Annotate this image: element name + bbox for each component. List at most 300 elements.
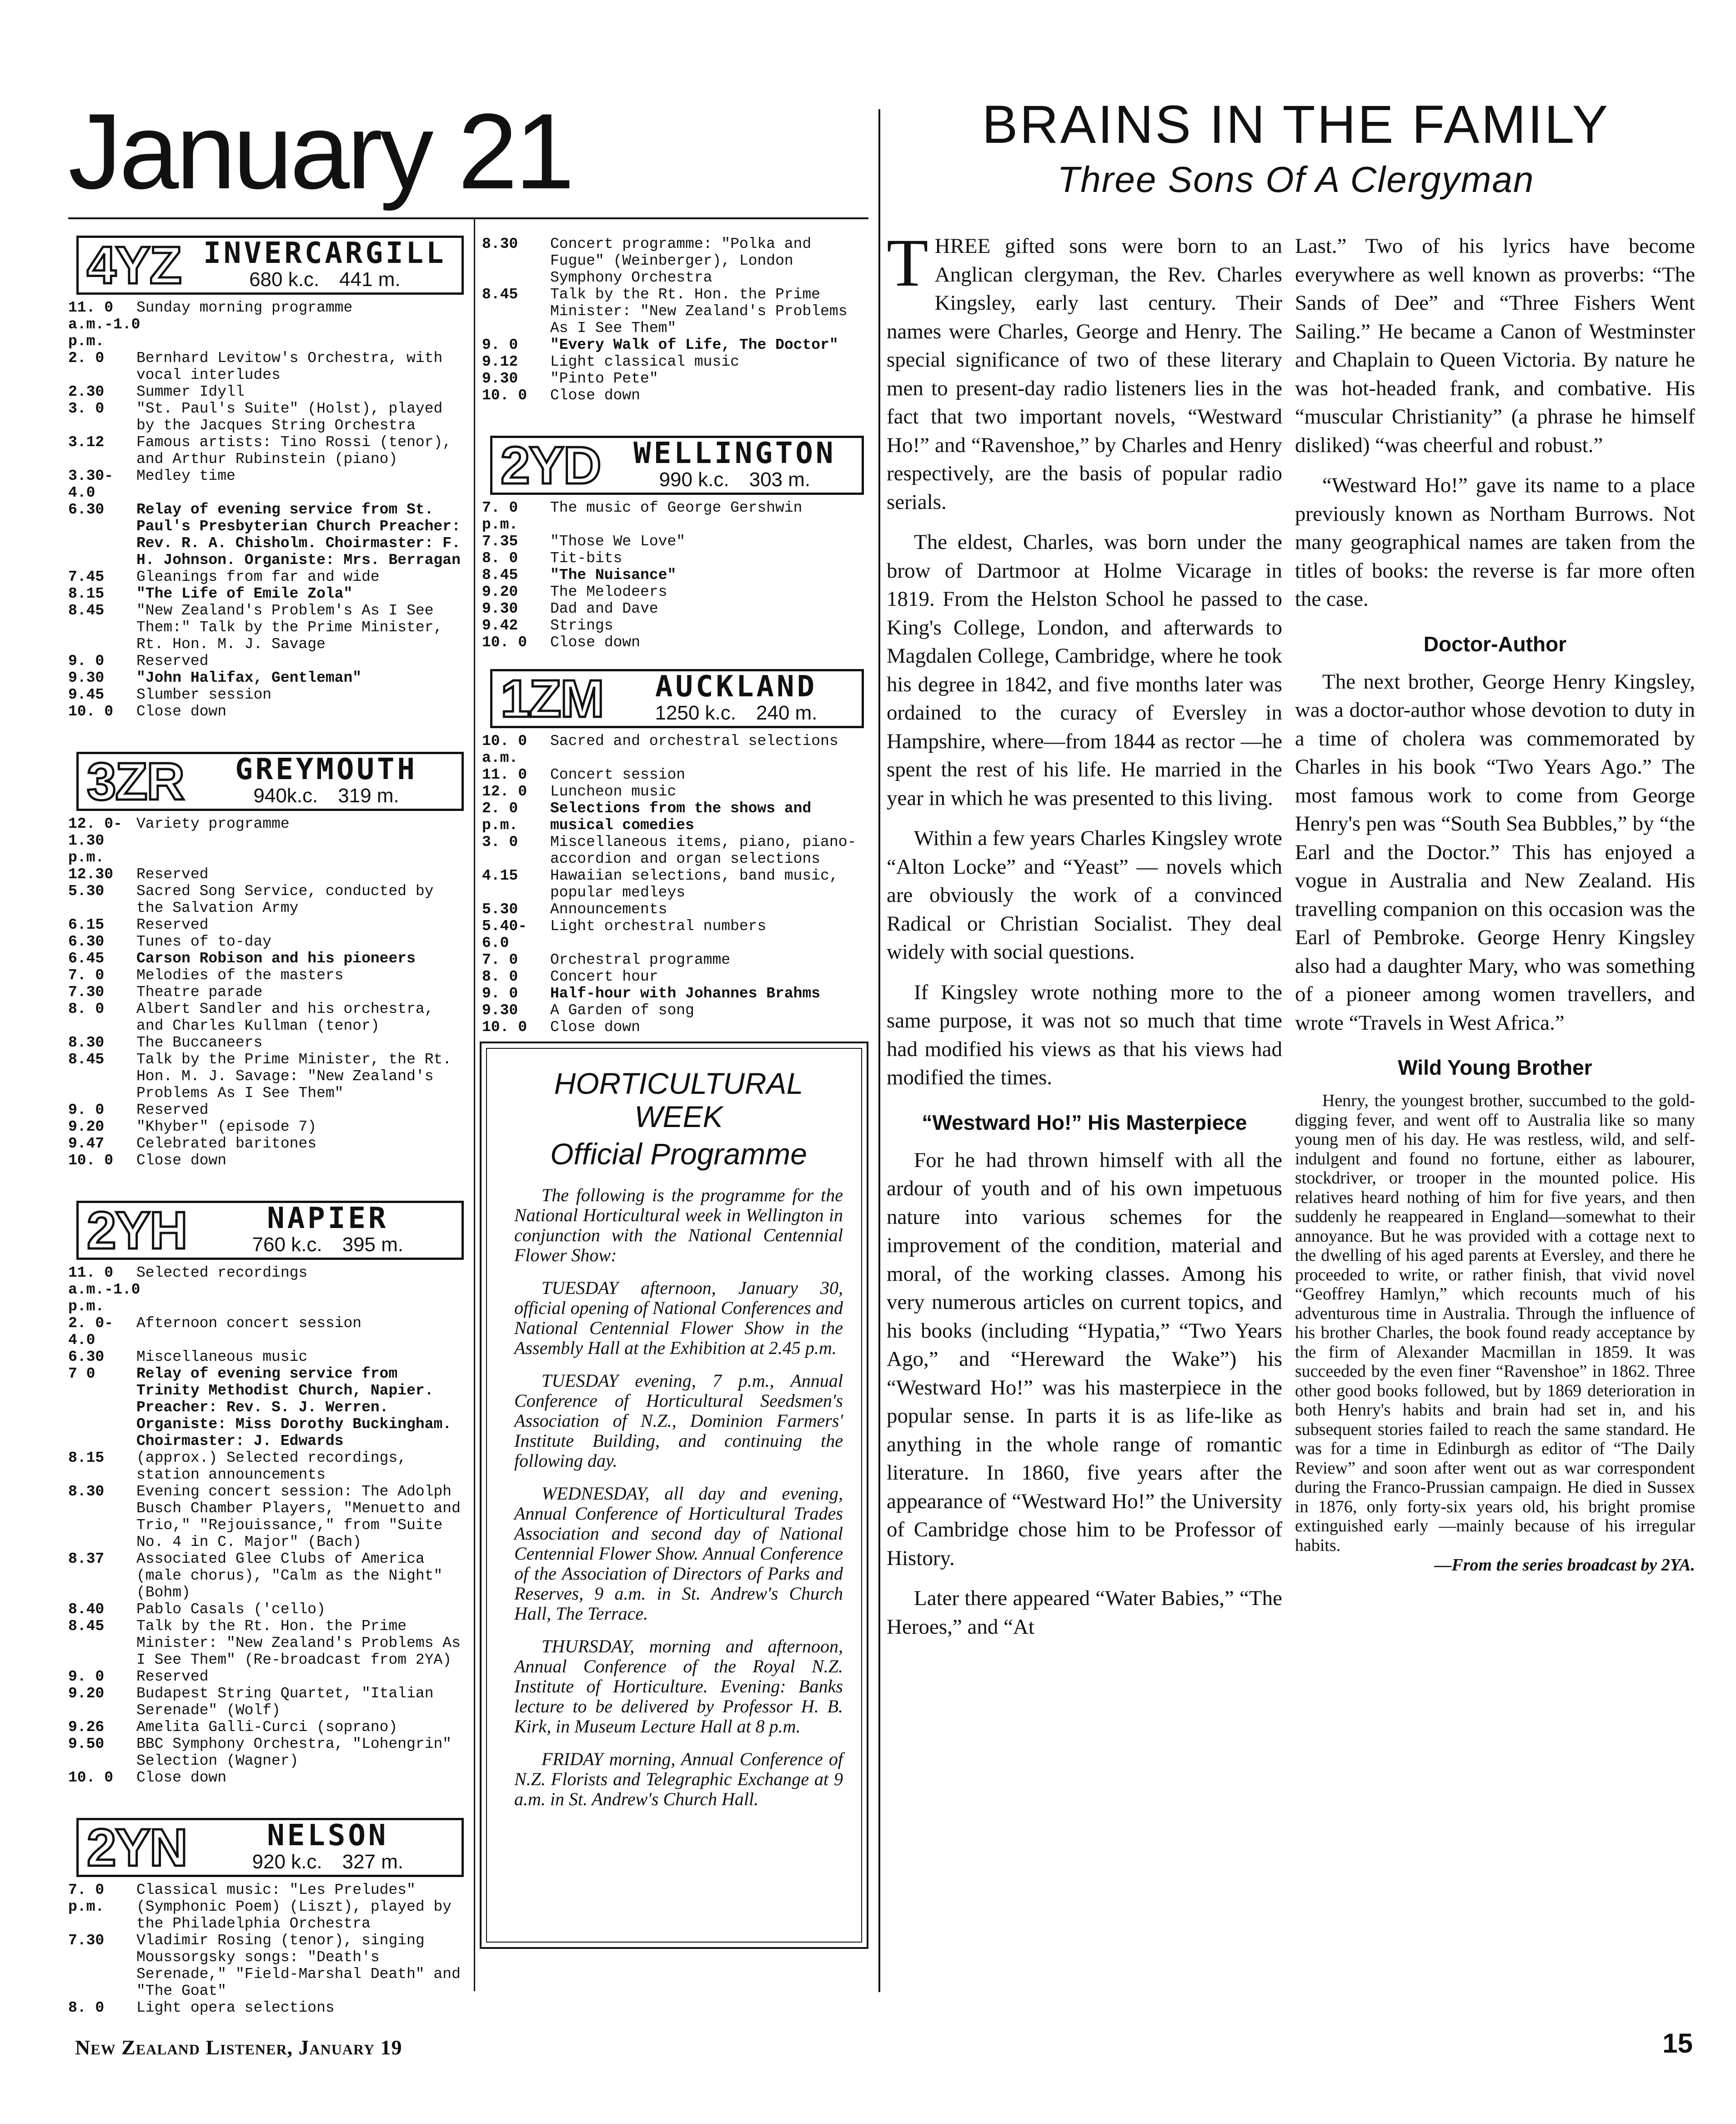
schedule-item: Light orchestral numbers — [550, 918, 767, 935]
paragraph-text: “Westward Ho!” gave its name to a place previously known as Northam Burrows. Not many geographical names are taken from the titles of books: the reverse is far more often the case. — [1295, 473, 1695, 611]
station-call-sign: 2YH — [87, 1201, 187, 1260]
schedule-row — [68, 703, 468, 720]
station-frequency — [202, 1850, 453, 1874]
schedule-item: Light classical music — [550, 353, 739, 370]
schedule-item: Light opera selections — [136, 1999, 335, 2016]
schedule-item: Hawaiian selections, band music, popular medleys — [550, 867, 838, 901]
horticultural-subtitle: Official Programme — [550, 1137, 807, 1171]
schedule-item: Celebrated baritones — [136, 1135, 317, 1152]
schedule-item: Amelita Galli-Curci (soprano) — [136, 1719, 398, 1736]
horticultural-paragraph: The following is the programme for the National Horticultural week in Wellington in conjunction with the National Centennial Flower Show: — [514, 1184, 843, 1265]
station-name: NELSON — [267, 1818, 389, 1852]
schedule-item: "Those We Love" — [550, 533, 686, 550]
schedule-item: Classical music: "Les Preludes" (Symphonic Poem) (Liszt), played by the Philadelphia Orchestra — [136, 1882, 452, 1932]
schedule-time: 8.45 — [68, 1618, 105, 1635]
schedule-row — [68, 434, 468, 468]
paragraph-text: Last.” Two of his lyrics have become everywhere as well known as proverbs: “The Sands of Dee” and “Three Fishers Went Sailing.” He became a Canon of Westminster and Chaplain to Queen Victoria. By nature he was hot-headed frank, and combative. His “muscular Christianity” (a phrase he himself disliked) “was cheerful and robust.” — [1295, 234, 1695, 457]
schedule-item: Medley time — [136, 468, 236, 484]
paragraph-text: For he had thrown himself with all the ardour of youth and of his own impetuous nature into various schemes for the improvement of the condition, material and moral, of the working classes. Among his very numerous articles on current topics, and his books (including “Hypatia,” “Two Years Ago,” and “Hereward the Wake”) his “Westward Ho!” was his masterpiece in the popular sense. In parts it is as life-like as anything in the whole range of romantic literature. In 1860, five years after the appearance of “Westward Ho!” the University of Cambridge chose him to be Professor of History. — [887, 1148, 1282, 1570]
schedule-time: 8.30 — [68, 1034, 105, 1051]
schedule-item: Summer Idyll — [136, 383, 245, 400]
schedule-time: 9.20 — [68, 1118, 105, 1135]
schedule-row — [68, 1450, 468, 1483]
schedule-item: The music of George Gershwin — [550, 499, 803, 516]
schedule-time: 9.30 — [68, 669, 105, 686]
station-kc: 1250 k.c. — [655, 701, 737, 724]
schedule-row — [68, 984, 468, 1001]
schedule-item: Close down — [136, 1769, 227, 1786]
article-title: BRAINS IN THE FAMILY — [982, 95, 1610, 155]
article-paragraph — [887, 1146, 1282, 1573]
schedule-time: 6.30 — [68, 933, 105, 950]
schedule-row — [68, 1668, 468, 1685]
schedule-column-1 — [68, 232, 468, 2016]
station-info — [619, 669, 853, 725]
schedule-time: 10. 0 — [68, 703, 114, 720]
broadcast-credit: —From the series broadcast by 2YA. — [1434, 1555, 1695, 1575]
schedule-item: Budapest String Quartet, "Italian Serenade" (Wolf) — [136, 1685, 434, 1719]
schedule-item: Reserved — [136, 653, 209, 669]
station-info — [199, 752, 453, 808]
schedule-time: 5.40-6.0 — [482, 918, 527, 951]
schedule-time: 8.45 — [68, 1051, 105, 1068]
schedule-item: Close down — [136, 1152, 227, 1169]
station-frequency — [202, 1233, 453, 1257]
schedule-row — [68, 1736, 468, 1769]
station-header-box — [76, 1201, 464, 1260]
schedule-item: Close down — [136, 703, 227, 720]
station-kc: 920 k.c. — [252, 1850, 322, 1873]
station-name: INVERCARGILL — [203, 236, 447, 270]
schedule-row — [68, 653, 468, 669]
schedule-time: 10. 0 — [482, 387, 527, 404]
schedule-item: Reserved — [136, 866, 209, 883]
schedule-item: Theatre parade — [136, 984, 263, 1001]
schedule-row — [68, 1315, 468, 1349]
schedule-row — [68, 1719, 468, 1736]
schedule-row — [68, 1601, 468, 1618]
schedule-item: Miscellaneous music — [136, 1349, 308, 1365]
schedule-time: 8.15 — [68, 1450, 105, 1466]
station-info — [202, 1818, 453, 1874]
station-header-box — [490, 436, 864, 495]
schedule-time: 10. 0 — [482, 634, 527, 651]
schedule-row — [482, 918, 868, 951]
schedule-item: Relay of evening service from St. Paul's Presbyterian Church Preacher: Rev. R. A. Chisholm. Choirmaster: F. H. Johnson. Organiste: Mrs. Berragan — [136, 501, 461, 569]
schedule-item: Carson Robison and his pioneers — [136, 950, 416, 967]
schedule-row — [68, 299, 468, 350]
paragraph-text: HREE gifted sons were born to an Anglican clergyman, the Rev. Charles Kingsley, early last century. Their names were Charles, George and Henry. The special significance of two of these literary men to present-day radio listeners lies in the fact that two important novels, “Westward Ho!” and “Ravenshoe,” by Charles and Henry respectively, are the basis of popular radio serials. — [887, 234, 1282, 514]
publication-footer: New Zealand Listener, January 19 — [75, 2036, 402, 2059]
station-frequency — [199, 784, 453, 808]
schedule-row — [482, 550, 868, 567]
station-call-sign: 2YN — [87, 1818, 187, 1877]
station-block — [68, 752, 468, 1169]
schedule-time: 8.30 — [68, 1483, 105, 1500]
page-number: 15 — [1662, 2028, 1693, 2059]
schedule-time: 11. 0 — [482, 766, 527, 783]
schedule-time: 3.12 — [68, 434, 105, 451]
schedule-item: Selected recordings — [136, 1264, 308, 1281]
schedule-row — [482, 766, 868, 783]
schedule-row — [68, 501, 468, 569]
station-block — [68, 236, 468, 720]
schedule-time: 4.15 — [482, 867, 518, 884]
station-header-box — [76, 236, 464, 295]
schedule-row — [482, 387, 868, 404]
schedule-item: Melodies of the masters — [136, 967, 344, 984]
article-paragraph — [887, 225, 1282, 516]
schedule-time: 8. 0 — [482, 550, 518, 567]
paragraph-text: Later there appeared “Water Babies,” “The Heroes,” and “At — [887, 1586, 1282, 1639]
schedule-time: 12. 0 — [482, 783, 527, 800]
schedule-row — [68, 950, 468, 967]
schedule-time: 7. 0 — [482, 951, 518, 968]
schedule-item: Vladimir Rosing (tenor), singing Moussorgsky songs: "Death's Serenade," "Field-Marshal Death" and "The Goat" — [136, 1932, 461, 1999]
schedule-item: Reserved — [136, 1102, 209, 1118]
schedule-row — [68, 916, 468, 933]
schedule-item: BBC Symphony Orchestra, "Lohengrin" Selection (Wagner) — [136, 1736, 452, 1769]
station-wavelength: 395 m. — [342, 1233, 404, 1256]
article-paragraph — [1295, 471, 1695, 614]
station-frequency — [619, 701, 853, 725]
schedule-item: Selections from the shows and musical comedies — [550, 800, 812, 834]
schedule-item: Talk by the Prime Minister, the Rt. Hon. M. J. Savage: "New Zealand's Problems As I See Them" — [136, 1051, 452, 1102]
column-divider-1 — [474, 217, 475, 1991]
schedule-row — [68, 1550, 468, 1601]
schedule-row — [482, 985, 868, 1002]
schedule-item: Bernhard Levitow's Orchestra, with vocal interludes — [136, 350, 443, 383]
schedule-item: Albert Sandler and his orchestra, and Charles Kullman (tenor) — [136, 1001, 434, 1034]
schedule-item: Talk by the Rt. Hon. the Prime Minister: "New Zealand's Problems As I See Them" — [550, 286, 848, 337]
article-paragraph — [887, 824, 1282, 966]
schedule-time: 9.30 — [482, 600, 518, 617]
schedule-time: 8.15 — [68, 585, 105, 602]
schedule-time: 10. 0 a.m. — [482, 733, 527, 766]
station-block — [68, 1201, 468, 1786]
schedule-time: 6.30 — [68, 1349, 105, 1365]
schedule-item: "Every Walk of Life, The Doctor" — [550, 337, 838, 353]
schedule-item: "The Life of Emile Zola" — [136, 585, 353, 602]
schedule-time: 2.30 — [68, 383, 105, 400]
station-name: GREYMOUTH — [235, 752, 417, 786]
horticultural-paragraphs — [514, 1185, 843, 1809]
schedule-time: 9.30 — [482, 1002, 518, 1019]
station-call-sign: 4YZ — [87, 236, 181, 295]
schedule-item: Orchestral programme — [550, 951, 731, 968]
schedule-time: 8. 0 — [68, 1999, 105, 2016]
schedule-time: 7 0 — [68, 1365, 95, 1382]
schedule-row — [482, 353, 868, 370]
paragraph-text: The eldest, Charles, was born under the brow of Dartmoor at Holme Vicarage in 1819. From the Helston School he passed to King's College, London, and afterwards to Magdalen College, Cambridge, where he took his degree in 1842, and five months later was ordained to the curacy of Eversley in Hampshire, where—from 1844 as rector —he spent the rest of his life. He married in the year in which he was presented to this living. — [887, 530, 1282, 810]
schedule-time: 9. 0 — [68, 653, 105, 669]
schedule-row — [68, 1932, 468, 1999]
wild-brother-text: Henry, the youngest brother, succumbed to the gold-digging fever, and went off to Australia like so many young men of his day. He was restless, wild, and self-indulgent and found no fortune, either as labourer, stockdriver, or trooper in the mounted police. His relatives heard nothing of him for five years, and then suddenly he reappeared in England—somewhat to their annoyance. But he was provided with a cottage next to the dwelling of his aged parents at Eversley, and there he proceeded to write, or rather finish, that vivid novel “Geoffrey Hamlyn,” which recounts much of his adventurous time in Australia. Through the influence of his brother Charles, the book found ready acceptance by the firm of Alexander Macmillan in 1859. It was succeeded by the even finer “Ravenshoe” in 1862. Three other good books followed, but by 1869 deterioration in both Henry's habits and brain had set in, and his subsequent stories failed to reach the same standard. He was for a time in Edinburgh as editor of “The Daily Review” and soon after went out as war correspondent during the Franco-Prussian campaign. He died in Sussex in 1876, only forty-six years old, his bright promise extinguished early —mainly because of his irregular habits. — [1295, 1091, 1695, 1555]
schedule-time: 9.20 — [482, 584, 518, 600]
horticultural-paragraph: FRIDAY morning, Annual Conference of N.Z. Florists and Telegraphic Exchange at 9 a.m. in St. Andrew's Church Hall. — [514, 1748, 843, 1809]
continued-schedule — [482, 236, 868, 404]
article-subheading: Doctor-Author — [1423, 632, 1567, 656]
schedule-time: 2. 0 — [68, 350, 105, 367]
article-subheading: Wild Young Brother — [1398, 1056, 1592, 1080]
schedule-time: 9.26 — [68, 1719, 105, 1736]
schedule-row — [482, 236, 868, 286]
schedule-time: 9.50 — [68, 1736, 105, 1752]
schedule-item: Tit-bits — [550, 550, 622, 567]
schedule-time: 9. 0 — [482, 985, 518, 1002]
schedule-item: "New Zealand's Problem's As I See Them:" Talk by the Prime Minister, Rt. Hon. M. J. Savage — [136, 602, 443, 653]
schedule-row — [68, 669, 468, 686]
schedule-row — [482, 1019, 868, 1036]
schedule-item: Concert hour — [550, 968, 658, 985]
station-name: NAPIER — [267, 1201, 389, 1235]
article-paragraph — [887, 978, 1282, 1092]
schedule-row — [68, 1618, 468, 1668]
schedule-time: 3. 0 — [482, 834, 518, 851]
schedule-item: "The Nuisance" — [550, 567, 677, 584]
schedule-row — [68, 585, 468, 602]
schedule-item: Half-hour with Johannes Brahms — [550, 985, 821, 1002]
article-paragraph — [887, 528, 1282, 812]
schedule-time: 6.45 — [68, 950, 105, 967]
article-paragraph — [887, 1584, 1282, 1641]
station-call-sign: 2YD — [501, 436, 601, 495]
drop-cap: T — [887, 225, 928, 301]
schedule-item: Miscellaneous items, piano, piano-accordion and organ selections — [550, 834, 857, 867]
column-divider-article — [878, 109, 880, 1992]
schedule-time: 7. 0 p.m. — [482, 499, 518, 533]
schedule-row — [482, 584, 868, 600]
paragraph-text: Within a few years Charles Kingsley wrote “Alton Locke” and “Yeast” — novels which are obviously the work of a convinced Radical or Christian Socialist. They deal widely with social questions. — [887, 826, 1282, 964]
schedule-item: Pablo Casals ('cello) — [136, 1601, 326, 1618]
schedule-row — [68, 1349, 468, 1365]
schedule-item: Associated Glee Clubs of America (male chorus), "Calm as the Night" (Bohm) — [136, 1550, 443, 1601]
schedule-time: 5.30 — [68, 883, 105, 900]
schedule-row — [68, 468, 468, 501]
schedule-row — [482, 1002, 868, 1019]
schedule-row — [68, 1034, 468, 1051]
schedule-time: 7.30 — [68, 1932, 105, 1949]
schedule-item: Evening concert session: The Adolph Busch Chamber Players, "Menuetto and Trio," "Rejouissance," from "Suite No. 4 in C. Major" (Bach) — [136, 1483, 461, 1550]
schedule-time: 2. 0 p.m. — [482, 800, 518, 834]
schedule-item: "St. Paul's Suite" (Holst), played by the Jacques String Orchestra — [136, 400, 443, 434]
schedule-row — [68, 1685, 468, 1719]
schedule-item: Sacred Song Service, conducted by the Salvation Army — [136, 883, 434, 916]
schedule-time: 8.30 — [482, 236, 518, 252]
schedule-row — [482, 370, 868, 387]
schedule-time: 9.45 — [68, 686, 105, 703]
station-name: AUCKLAND — [655, 669, 818, 704]
schedule-item: Relay of evening service from Trinity Methodist Church, Napier. Preacher: Rev. S. J. Werren. Organiste: Miss Dorothy Buckingham. Choirmaster: J. Edwards — [136, 1365, 452, 1450]
schedule-item: "John Halifax, Gentleman" — [136, 669, 362, 686]
station-wavelength: 441 m. — [339, 268, 401, 291]
schedule-item: A Garden of song — [550, 1002, 694, 1019]
wild-brother-section — [1295, 1091, 1695, 1575]
schedule-time: 9.20 — [68, 1685, 105, 1702]
schedule-time: 2. 0-4.0 — [68, 1315, 114, 1349]
horticultural-paragraph: TUESDAY afternoon, January 30, official opening of National Conferences and National Centennial Flower Show in the Assembly Hall at the Exhibition at 2.45 p.m. — [514, 1277, 843, 1358]
schedule-time: 12.30 — [68, 866, 114, 883]
station-info — [202, 1201, 453, 1257]
schedule-row — [482, 968, 868, 985]
schedule-row — [482, 634, 868, 651]
schedule-row — [482, 800, 868, 834]
schedule-row — [482, 533, 868, 550]
schedule-row — [68, 933, 468, 950]
schedule-row — [482, 337, 868, 353]
schedule-row — [68, 1118, 468, 1135]
schedule-time: 9.42 — [482, 617, 518, 634]
schedule-time: 8.45 — [482, 567, 518, 584]
schedule-row — [68, 1102, 468, 1118]
schedule-row — [68, 1135, 468, 1152]
paragraph-text: The next brother, George Henry Kingsley, was a doctor-author whose devotion to duty in a time of cholera was commemorated by Charles in his book “Two Years Ago.” The most famous work to come from George Henry's pen was “South Sea Bubbles,” by “the Earl and the Doctor.” This has enjoyed a vogue in Australia and New Zealand. His travelling companion on this occasion was the Earl of Pembroke. George Henry Kingsley also had a daughter Mary, who was something of a pioneer among women travellers, and wrote “Travels in West Africa.” — [1295, 669, 1695, 1035]
schedule-time: 6.30 — [68, 501, 105, 518]
schedule-time: 8.45 — [482, 286, 518, 303]
schedule-item: Afternoon concert session — [136, 1315, 362, 1332]
schedule-item: Dad and Dave — [550, 600, 658, 617]
header-rule — [68, 217, 868, 219]
horticultural-paragraph: THURSDAY, morning and afternoon, Annual Conference of the Royal N.Z. Institute of Horticulture. Evening: Banks lecture to be delivered by Professor H. B. Kirk, in Museum Lecture Hall at 8 p.m. — [514, 1636, 843, 1736]
schedule-item: Reserved — [136, 1668, 209, 1685]
schedule-time: 10. 0 — [68, 1769, 114, 1786]
schedule-time: 7.30 — [68, 984, 105, 1001]
schedule-row — [68, 1264, 468, 1315]
station-kc: 990 k.c. — [659, 468, 729, 491]
schedule-row — [482, 617, 868, 634]
schedule-time: 11. 0 a.m.-1.0 p.m. — [68, 299, 140, 350]
station-name: WELLINGTON — [633, 436, 836, 470]
station-info — [196, 236, 453, 292]
schedule-time: 7.45 — [68, 569, 105, 585]
schedule-item: Tunes of to-day — [136, 933, 272, 950]
schedule-time: 11. 0 a.m.-1.0 p.m. — [68, 1264, 140, 1315]
station-block — [482, 436, 868, 651]
schedule-row — [482, 733, 868, 766]
schedule-item: Concert session — [550, 766, 686, 783]
schedule-item: Talk by the Rt. Hon. the Prime Minister: "New Zealand's Problems As I See Them" (Re-broadcast from 2YA) — [136, 1618, 461, 1668]
schedule-row — [68, 1882, 468, 1932]
article-subheading: “Westward Ho!” His Masterpiece — [922, 1110, 1247, 1134]
schedule-row — [482, 567, 868, 584]
schedule-time: 3.30-4.0 — [68, 468, 114, 501]
schedule-row — [482, 951, 868, 968]
schedule-row — [482, 499, 868, 533]
schedule-item: Close down — [550, 634, 641, 651]
schedule-time: 5.30 — [482, 901, 518, 918]
schedule-row — [482, 286, 868, 337]
schedule-item: Variety programme — [136, 815, 290, 832]
schedule-item: (approx.) Selected recordings, station announcements — [136, 1450, 407, 1483]
schedule-time: 3. 0 — [68, 400, 105, 417]
schedule-item: Strings — [550, 617, 613, 634]
schedule-row — [68, 1152, 468, 1169]
schedule-time: 6.15 — [68, 916, 105, 933]
schedule-time: 9.47 — [68, 1135, 105, 1152]
schedule-row — [68, 967, 468, 984]
schedule-item: The Melodeers — [550, 584, 667, 600]
horticultural-paragraph: WEDNESDAY, all day and evening, Annual Conference of Horticultural Trades Association and second day of National Centennial Flower Show. Annual Conference of the Association of Directors of Parks and Reserves, 9 a.m. in St. Andrew's Church Hall, The Terrace. — [514, 1483, 843, 1624]
schedule-time: 12. 0-1.30 p.m. — [68, 815, 122, 866]
schedule-item: Close down — [550, 387, 641, 404]
station-header-box — [490, 669, 864, 728]
page-date-heading: January 21 — [68, 91, 572, 211]
schedule-time: 8.40 — [68, 1601, 105, 1618]
schedule-item: "Khyber" (episode 7) — [136, 1118, 317, 1135]
station-kc: 940k.c. — [253, 784, 318, 807]
schedule-time: 9. 0 — [482, 337, 518, 353]
schedule-time: 8.45 — [68, 602, 105, 619]
paragraph-text: If Kingsley wrote nothing more to the same purpose, it was not so much that time had modified his views as that his views had modified the times. — [887, 980, 1282, 1089]
schedule-row — [482, 867, 868, 901]
article-subtitle: Three Sons Of A Clergyman — [1057, 159, 1535, 200]
schedule-row — [68, 350, 468, 383]
schedule-row — [68, 686, 468, 703]
schedule-time: 8. 0 — [68, 1001, 105, 1017]
horticultural-title: HORTICULTURAL WEEK — [554, 1067, 803, 1133]
article-column-2 — [1295, 232, 1695, 1575]
schedule-row — [68, 383, 468, 400]
station-frequency — [616, 468, 853, 492]
horticultural-paragraph: TUESDAY evening, 7 p.m., Annual Conference of Horticultural Seedsmen's Association of N.Z., Dominion Farmers' Institute Building, and continuing the following day. — [514, 1370, 843, 1471]
horticultural-week-box — [480, 1042, 868, 1949]
article-column-1 — [887, 225, 1282, 1653]
schedule-item: Close down — [550, 1019, 641, 1036]
schedule-time: 7. 0 — [68, 967, 105, 984]
schedule-time: 9. 0 — [68, 1102, 105, 1118]
schedule-time: 9. 0 — [68, 1668, 105, 1685]
schedule-row — [68, 1769, 468, 1786]
schedule-row — [68, 400, 468, 434]
schedule-item: Sacred and orchestral selections — [550, 733, 838, 750]
station-info — [616, 436, 853, 492]
schedule-row — [68, 1365, 468, 1450]
article-paragraph — [1295, 232, 1695, 459]
schedule-item: Luncheon music — [550, 783, 677, 800]
station-block — [482, 669, 868, 1036]
schedule-item: Reserved — [136, 916, 209, 933]
station-block — [68, 1818, 468, 2016]
station-schedules-2 — [482, 436, 868, 1036]
station-wavelength: 327 m. — [342, 1850, 404, 1873]
station-frequency — [196, 268, 453, 292]
schedule-time: 9.12 — [482, 353, 518, 370]
schedule-row — [68, 866, 468, 883]
schedule-item: Announcements — [550, 901, 667, 918]
schedule-row — [482, 834, 868, 867]
station-wavelength: 240 m. — [756, 701, 818, 724]
station-wavelength: 319 m. — [338, 784, 399, 807]
schedule-row — [68, 1483, 468, 1550]
article-column-2-body — [1295, 232, 1695, 1080]
schedule-time: 10. 0 — [68, 1152, 114, 1169]
schedule-time: 8. 0 — [482, 968, 518, 985]
schedule-row — [482, 600, 868, 617]
schedule-item: The Buccaneers — [136, 1034, 263, 1051]
schedule-row — [68, 602, 468, 653]
schedule-row — [482, 783, 868, 800]
station-header-box — [76, 1818, 464, 1877]
schedule-item: Concert programme: "Polka and Fugue" (Weinberger), London Symphony Orchestra — [550, 236, 812, 286]
schedule-item: Famous artists: Tino Rossi (tenor), and Arthur Rubinstein (piano) — [136, 434, 452, 468]
schedule-row — [68, 569, 468, 585]
schedule-time: 7.35 — [482, 533, 518, 550]
schedule-item: Gleanings from far and wide — [136, 569, 380, 585]
schedule-time: 7. 0 p.m. — [68, 1882, 105, 1915]
station-kc: 760 k.c. — [252, 1233, 322, 1256]
station-call-sign: 1ZM — [501, 669, 603, 728]
schedule-column-2 — [482, 236, 868, 1036]
